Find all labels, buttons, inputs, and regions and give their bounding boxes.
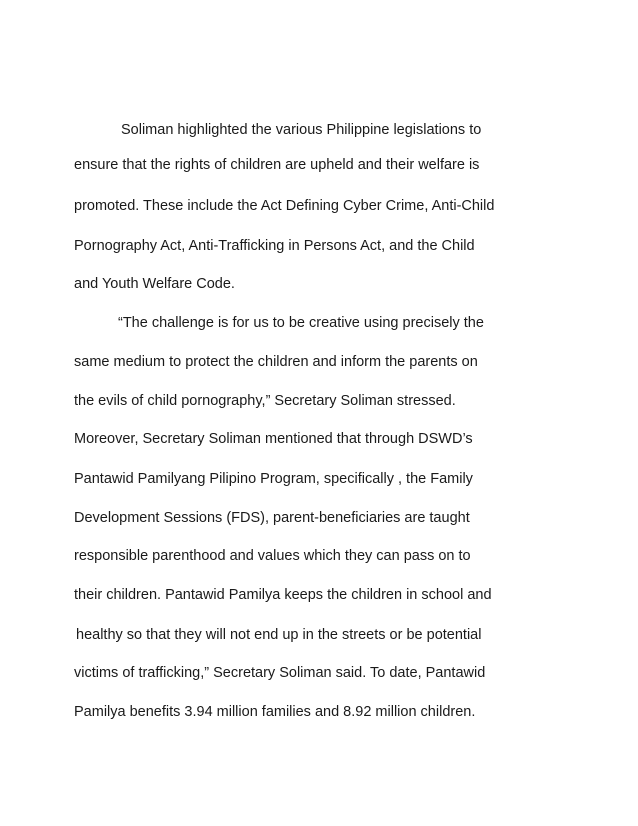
text-line: Moreover, Secretary Soliman mentioned that through DSWD’s	[74, 431, 473, 447]
text-line: their children. Pantawid Pamilya keeps the children in school and	[74, 587, 492, 603]
text-line: Pornography Act, Anti-Trafficking in Persons Act, and the Child	[74, 238, 475, 254]
text-line: Development Sessions (FDS), parent-beneficiaries are taught	[74, 510, 470, 526]
text-line: and Youth Welfare Code.	[74, 276, 235, 292]
text-line: same medium to protect the children and inform the parents on	[74, 354, 478, 370]
text-line: victims of trafficking,” Secretary Soliman said. To date, Pantawid	[74, 665, 486, 681]
text-line: Soliman highlighted the various Philippine legislations to	[121, 122, 482, 138]
text-line: responsible parenthood and values which they can pass on to	[74, 548, 471, 564]
text-line: healthy so that they will not end up in the streets or be potential	[76, 627, 482, 643]
text-line: “The challenge is for us to be creative using precisely the	[118, 315, 484, 331]
text-line: the evils of child pornography,” Secretary Soliman stressed.	[74, 393, 456, 409]
text-line: ensure that the rights of children are upheld and their welfare is	[74, 157, 480, 173]
text-line: Pantawid Pamilyang Pilipino Program, specifically , the Family	[74, 471, 473, 487]
text-line: Pamilya benefits 3.94 million families and 8.92 million children.	[74, 704, 476, 720]
text-line: promoted. These include the Act Defining Cyber Crime, Anti-Child	[74, 198, 495, 214]
